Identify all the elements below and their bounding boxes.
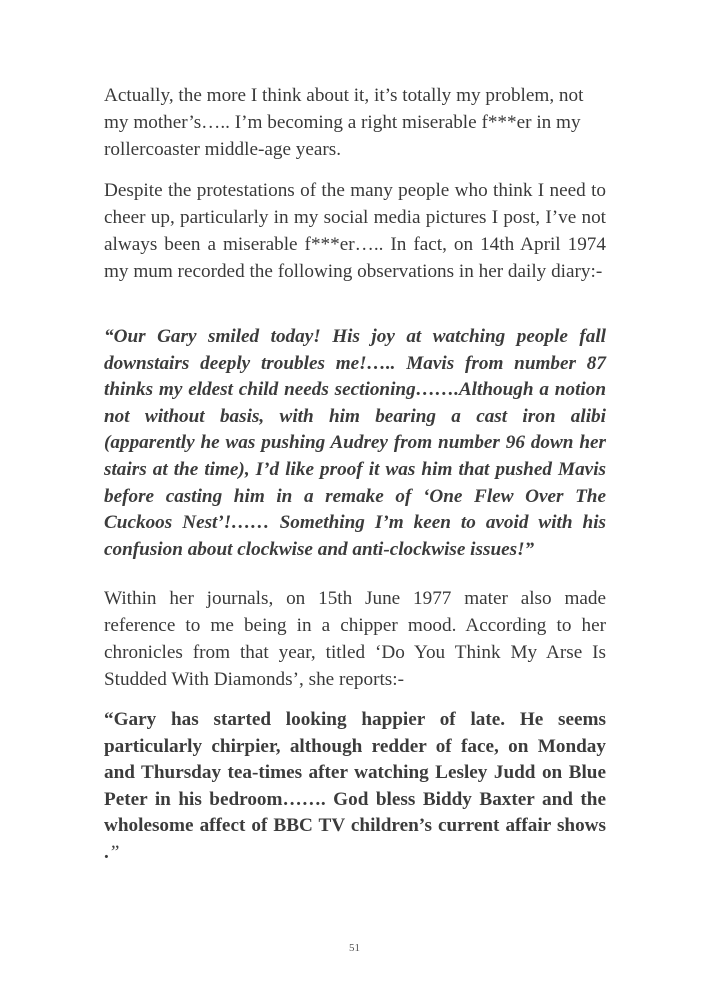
page-number: 51	[349, 942, 360, 954]
diary-quote-1974: “Our Gary smiled today! His joy at watching people fall downstairs deeply troubles me!….. Mavis from number 87 thinks my eldest child needs sectioning…….Although a notion not without basis, with him bearing a cast iron alibi (apparently he was pushing Audrey from number 96 down her stairs at the time), I’d like proof it was him that pushed Mavis before casting him in a remake of ‘One Flew Over The Cuckoos Nest’!…… Something I’m keen to avoid with his confusion about clockwise and anti-clockwise issues!”	[104, 326, 606, 560]
diary-quote-1977	[104, 707, 606, 867]
paragraph-journals: Within her journals, on 15th June 1977 mater also made reference to me being in a chipper mood. According to her chronicles from that year, titled ‘Do You Think My Arse Is Studded With Diamonds’, she reports:-	[104, 588, 606, 690]
diary-quote-1977-close: ”	[108, 841, 120, 863]
paragraph-protestations: Despite the protestations of the many people who think I need to cheer up, particularly in my social media pictures I post, I’ve not always been a miserable f***er….. In fact, on 14th April 1974 my mum recorded the following observations in her daily diary:-	[104, 180, 606, 282]
paragraph-intro: Actually, the more I think about it, it’s totally my problem, not my mother’s….. I’m becoming a right miserable f***er in my rollercoaster middle-age years.	[104, 85, 584, 160]
diary-quote-1977-text: “Gary has started looking happier of late. He seems particularly chirpier, although redder of face, on Monday and Thursday tea-times after watching Lesley Judd on Blue Peter in his bedroom……. God bless Biddy Baxter and the wholesome affect of BBC TV children’s current affair shows .	[104, 709, 606, 863]
